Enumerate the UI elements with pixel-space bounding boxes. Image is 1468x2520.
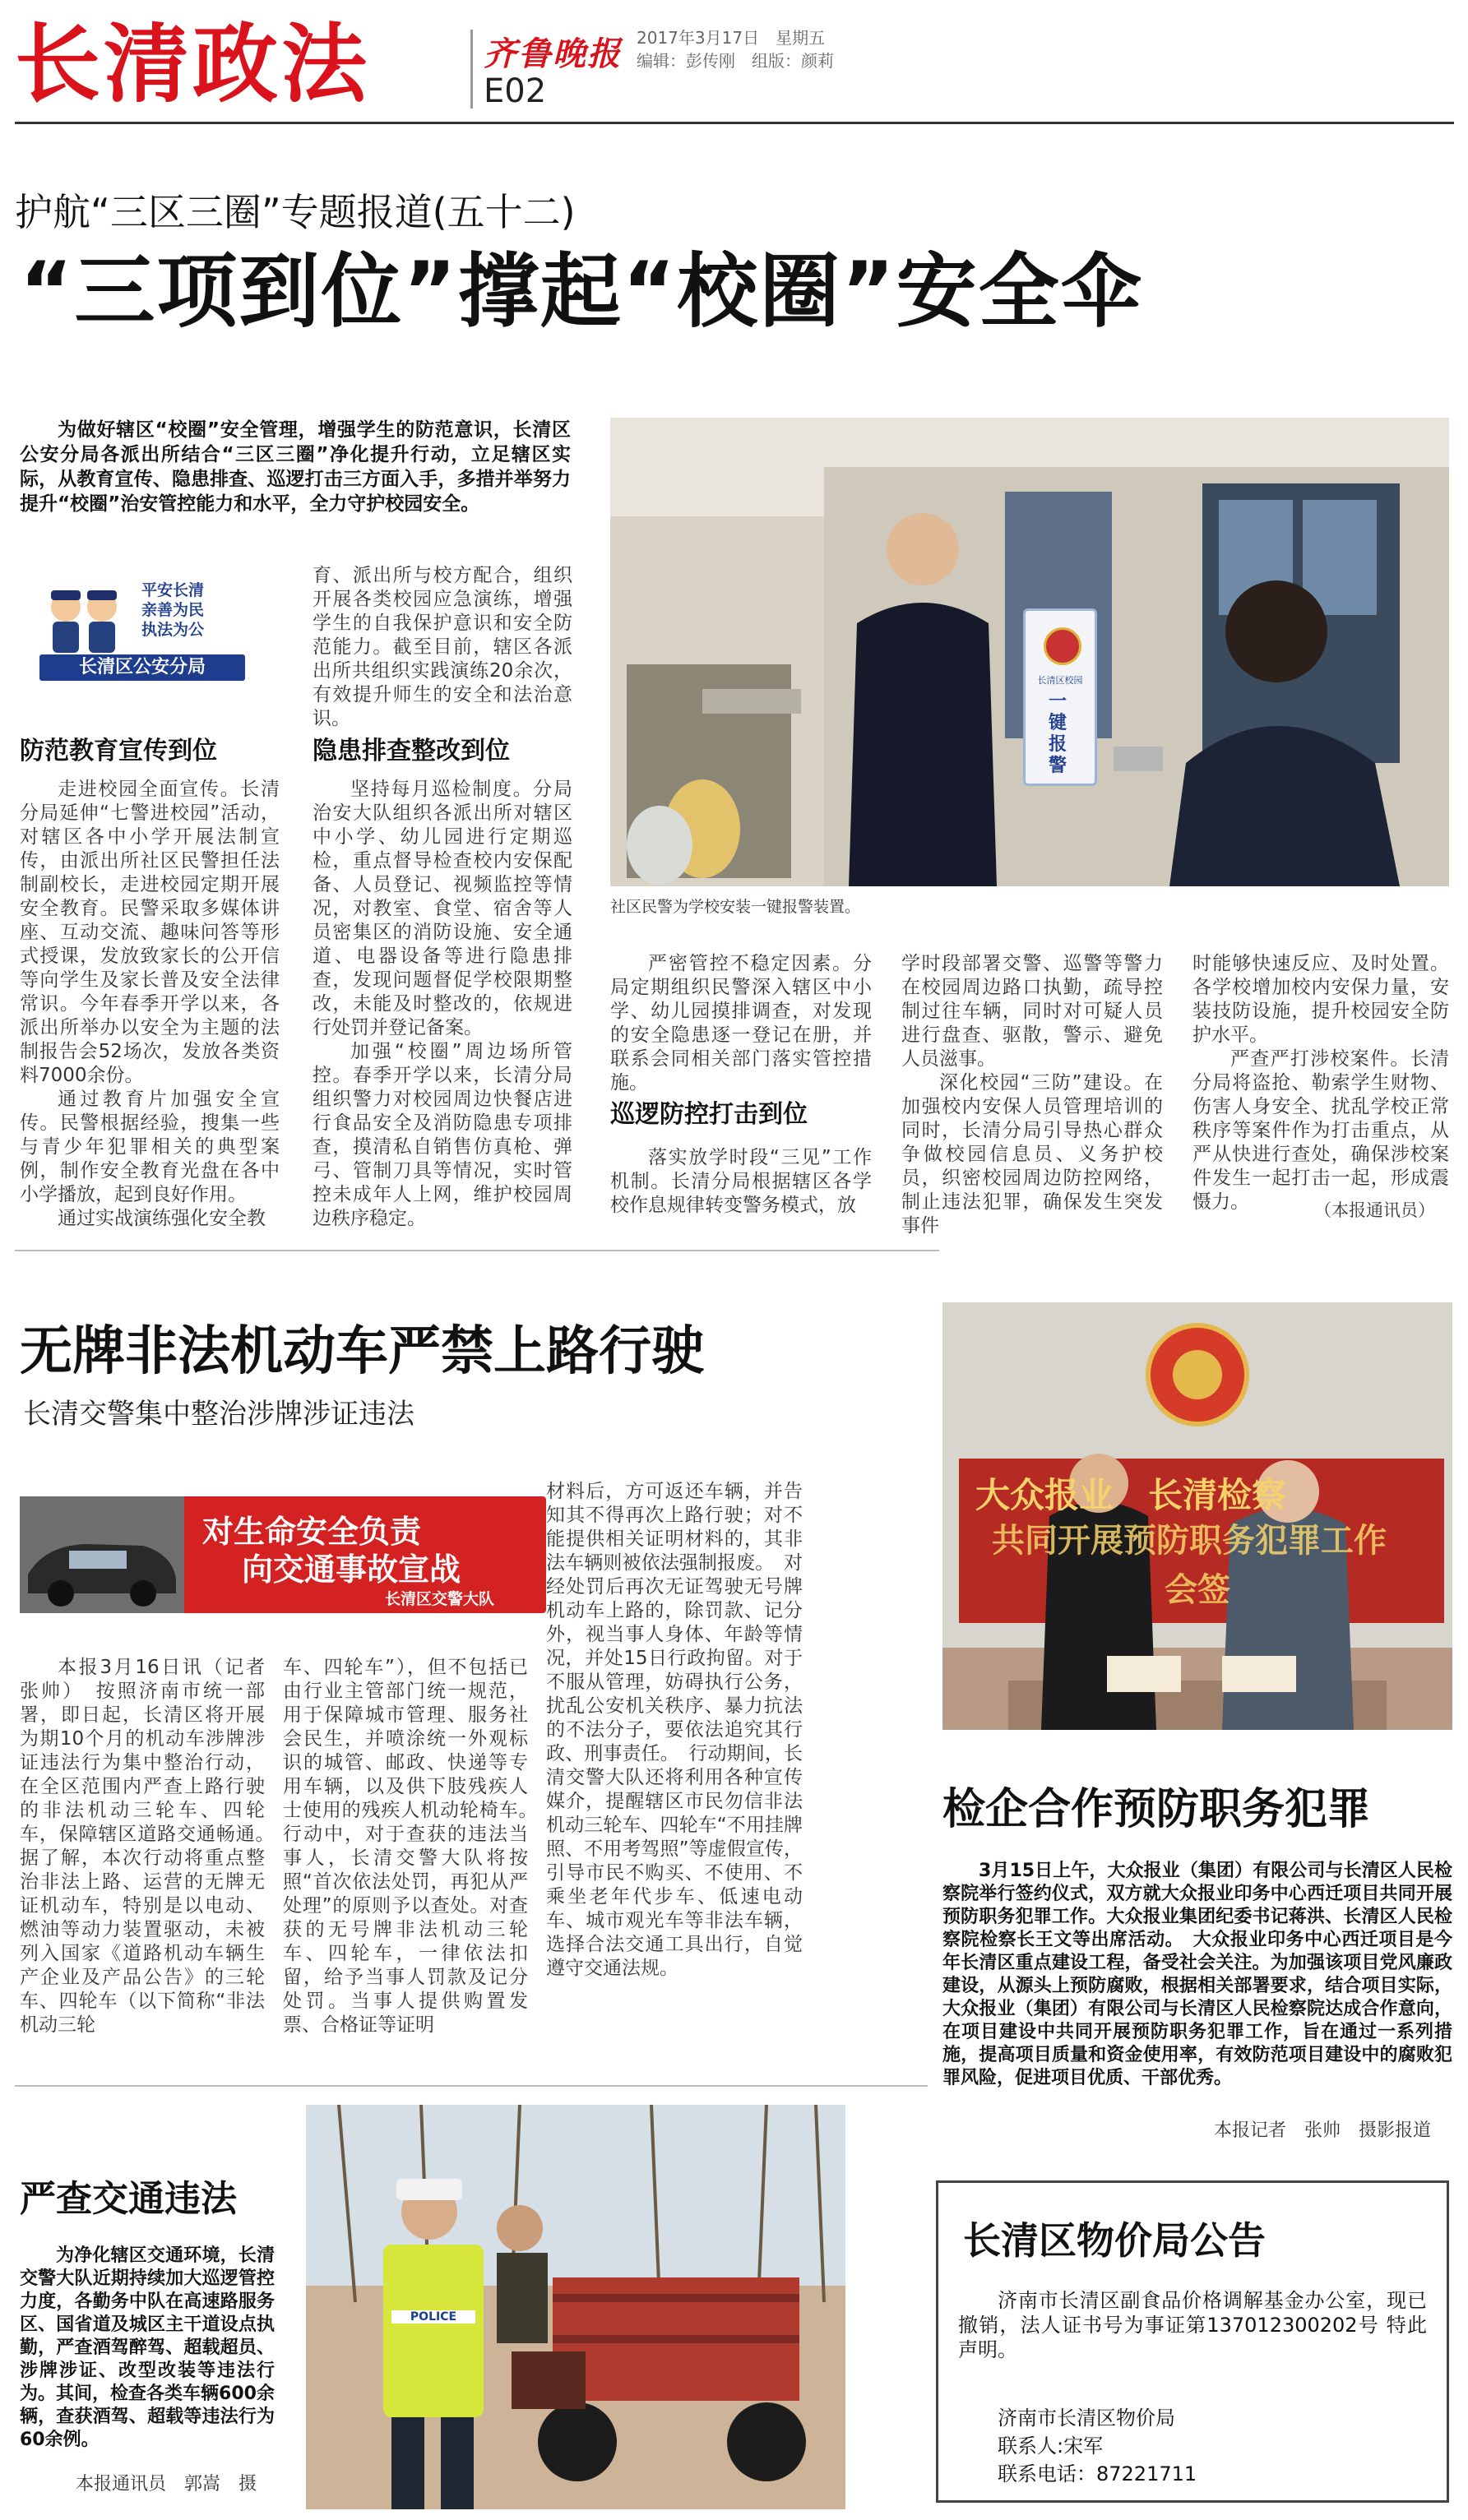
photo-banner-3: 会签 (1165, 1571, 1230, 1609)
article-col5-body: 时能够快速反应、及时处置。各学校增加校内安保力量，安装技防设施，提升校园安全防护水平。 严查严打涉校案件。长清分局将盗抢、勒索学生财物、伤害人身安全、扰乱学校正常秩序等案件作为打击重点，从严从快进行查处，确保涉校案件发生一起打击一起，形成震慑力。 (1192, 953, 1449, 1213)
section-divider (15, 1250, 939, 1251)
article-lead: 为做好辖区“校圈”安全管理，增强学生的防范意识，长清区公安分局各派出所结合“三区三圈”净化提升行动，立足辖区实际，从教育宣传、隐患排查、巡逻打击三方面入手，多措并举努力提升“校圈”治安管控能力和水平，全力守护校园安全。 (20, 419, 571, 515)
article-kicker: 护航“三区三圈”专题报道(五十二) (15, 190, 576, 234)
notice-title: 长清区物价局公告 (963, 2218, 1266, 2263)
article-col3-body: 严密管控不稳定因素。分局定期组织民警深入辖区中小学、幼儿园摸排调查，对发现的安全隐患逐一登记在册，并联系会同相关部门落实管控措施。 (610, 953, 872, 1094)
notice-phone: 联系电话：87221711 (998, 2462, 1197, 2485)
traffic-headline: 无牌非法机动车严禁上路行驶 (20, 1321, 704, 1382)
header-date: 2017年3月17日 星期五 (637, 28, 826, 48)
article1-byline: （本报通讯员） (1314, 1200, 1435, 1220)
article-headline: “三项到位”撑起“校圈”安全伞 (20, 245, 1143, 339)
traffic-banner (20, 1496, 546, 1613)
prosecution-body: 3月15日上午，大众报业（集团）有限公司与长清区人民检察院举行签约仪式，双方就大众报业印务中心西迁项目共同开展预防职务犯罪工作。大众报业集团纪委书记蒋洪、长清区人民检察院检察长王文等出席活动。 大众报业印务中心西迁项目是今年长清区重点建设工程，备受社会关注。为加强该项目党风廉政建设，从源头上预防腐败，根据相关部署要求，结合项目实际，大众报业（集团）有限公司与长清区人民检察院达成合作意向，在项目建设中共同开展预防职务犯罪工作，旨在通过一系列措施，提高项目质量和资金使用率，有效防范项目建设中的腐败犯罪风险，促进项目优质、干部优秀。 (942, 1861, 1452, 2088)
header-editors: 编辑：彭传刚 组版：颜莉 (637, 51, 834, 71)
badge-slogan: 平安长清 亲善为民 执法为公 (141, 581, 205, 639)
violation-byline: 本报通讯员 郭嵩 摄 (76, 2474, 257, 2495)
alarm-box-label: 一键报警 (1049, 691, 1067, 776)
traffic-col3: 材料后，方可返还车辆，并告知其不得再次上路行驶；对不能提供相关证明材料的，其非法车辆则被依法强制报废。 对经处罚后再次无证驾驶无号牌机动车上路的，除罚款、记分外，视当事人身体、年龄等情况，并处15日行政拘留。对于不服从管理，妨碍执行公务，扰乱公安机关秩序、暴力抗法的不法分子，要依法追究其行政、刑事责任。 行动期间，长清交警大队还将利用各种宣传媒介，提醒辖区市民勿信非法机动三轮车、四轮车“不用挂牌照、不用考驾照”等虚假宣传，引导市民不购买、不使用、不乘坐老年代步车、低速电动车、城市观光车等非法车辆，选择合法交通工具出行，自觉遵守交通法规。 (546, 1481, 803, 1979)
article-col1-body: 走进校园全面宣传。长清分局延伸“七警进校园”活动，对辖区各中小学开展法制宣传，由派出所社区民警担任法制副校长，走进校园定期开展安全教育。民警采取多媒体讲座、互动交流、趣味问答等形式授课，发放致家长的公开信等向学生及家长普及安全法律常识。今年春季开学以来，各派出所举办以安全为主题的法制报告会52场次，发放各类资料7000余份。 通过教育片加强安全宣传。民警根据经验，搜集一些与青少年犯罪相关的典型案例，制作安全教育光盘在各中小学播放，起到良好作用。 通过实战演练强化安全教 (20, 779, 280, 1229)
photo-banner-1: 大众报业 长清检察 (975, 1475, 1287, 1515)
article-col2-top: 育、派出所与校方配合，组织开展各类校园应急演练，增强学生的自我保护意识和安全防范能力。截至目前，辖区各派出所共组织实践演练20余次，有效提升师生的安全和法治意识。 (313, 565, 572, 729)
police-vest-label: POLICE (391, 2310, 475, 2323)
traffic-col1: 本报3月16日讯（记者 张帅） 按照济南市统一部署，即日起，长清区将开展为期10个月的机动车涉牌涉证违法行为集中整治行动，在全区范围内严查上路行驶的非法机动三轮车、四轮车，保障辖区道路交通畅通。 据了解，本次行动将重点整治非法上路、运营的无牌无证机动车，特别是以电动、燃油等动力装置驱动，未被列入国家《道路机动车辆生产企业及产品公告》的三轮车、四轮车（以下简称“非法机动三轮 (20, 1657, 284, 2036)
photo-caption: 社区民警为学校安装一键报警装置。 (610, 898, 861, 916)
violation-body: 为净化辖区交通环境，长清交警大队近期持续加大巡逻管控力度，各勤务中队在高速路服务区、国省道及城区主干道设点执勤，严查酒驾醉驾、超载超员、涉牌涉证、改型改装等违法行为。其间，检查各类车辆600余辆，查获酒驾、超载等违法行为60余例。 (20, 2245, 275, 2450)
article-col4-body: 学时段部署交警、巡警等警力在校园周边路口执勤，疏导控制过往车辆，同时对可疑人员进行盘查、驱散，警示、避免人员滋事。 深化校园“三防”建设。在加强校内安保人员管理培训的同时，长清分局引导热心群众争做校园信息员、义务护校员，织密校园周边防控网络，制止违法犯罪，确保发生突发事件 (901, 953, 1163, 1237)
header-divider (470, 30, 473, 109)
banner-line1: 对生命安全负责 (202, 1514, 422, 1550)
notice-body: 济南市长清区副食品价格调解基金办公室，现已撤销，法人证书号为事证第137012300202号 特此声明。 (958, 2289, 1427, 2361)
traffic-check-photo (306, 2105, 845, 2509)
banner-unit: 长清区交警大队 (385, 1590, 495, 1608)
alarm-box-top-label: 长清区校园 (1037, 675, 1083, 686)
violation-headline: 严查交通违法 (20, 2178, 237, 2220)
subheading-education: 防范教育宣传到位 (20, 737, 217, 765)
police-emblem-icon (1044, 627, 1081, 665)
section-title: 长清政法 (15, 14, 371, 114)
car-crash-icon (20, 1496, 184, 1613)
traffic-subhead: 长清交警集中整治涉牌涉证违法 (23, 1398, 414, 1431)
school-alarm-photo (610, 418, 1449, 886)
alarm-box (1023, 608, 1097, 786)
paper-logo: 齐鲁晚报 (484, 35, 622, 73)
police-badge (28, 576, 258, 682)
article-col3-body2: 落实放学时段“三见”工作机制。长清分局根据辖区各学校作息规律转变警务模式，放 (610, 1147, 872, 1216)
traffic-col2: 车、四轮车”），但不包括已由行业主管部门统一规范，用于保障城市管理、服务社会民生，并喷涂统一外观标识的城管、邮政、快递等专用车辆，以及供下肢残疾人士使用的残疾人机动轮椅车。 行动中，对于查获的违法当事人，长清交警大队将按照“首次依法处罚，再犯从严处理”的原则予以查处。对查获的无号牌非法机动三轮车、四轮车，一律依法扣留，给予当事人罚款及记分处罚。当事人提供购置发票、合格证等证明 (283, 1657, 547, 2036)
page-number: E02 (484, 72, 547, 110)
police-cartoon-icon (43, 582, 128, 656)
notice-signer: 济南市长清区物价局 (998, 2407, 1175, 2430)
notice-contact: 联系人:宋军 (998, 2434, 1104, 2458)
badge-unit: 长清区公安分局 (39, 654, 245, 681)
prosecution-byline: 本报记者 张帅 摄影报道 (1214, 2120, 1432, 2141)
article-col2-body: 坚持每月巡检制度。分局治安大队组织各派出所对辖区中小学、幼儿园进行定期巡检，重点督导检查校内安保配备、人员登记、视频监控等情况，对教室、食堂、宿舍等人员密集区的消防设施、安全通道、电器设备等进行隐患排查，发现问题督促学校限期整改，未能及时整改的，依规进行处罚并登记备案。 加强“校圈”周边场所管控。春季开学以来，长清分局组织警力对校园周边快餐店进行食品安全及消防隐患专项排查，摸清私自销售仿真枪、弹弓、管制刀具等情况，实时管控未成年人上网，维护校园周边秩序稳定。 (313, 779, 572, 1229)
header-rule (15, 122, 1454, 124)
photo-banner-2: 共同开展预防职务犯罪工作 (992, 1522, 1387, 1560)
banner-line2: 向交通事故宣战 (242, 1551, 461, 1588)
signing-photo (942, 1302, 1452, 1730)
prosecution-headline: 检企合作预防职务犯罪 (942, 1785, 1371, 1834)
lower-divider (15, 2085, 928, 2087)
subheading-inspection: 隐患排查整改到位 (313, 737, 510, 765)
subheading-patrol: 巡逻防控打击到位 (610, 1100, 808, 1129)
price-notice-box (936, 2180, 1449, 2503)
